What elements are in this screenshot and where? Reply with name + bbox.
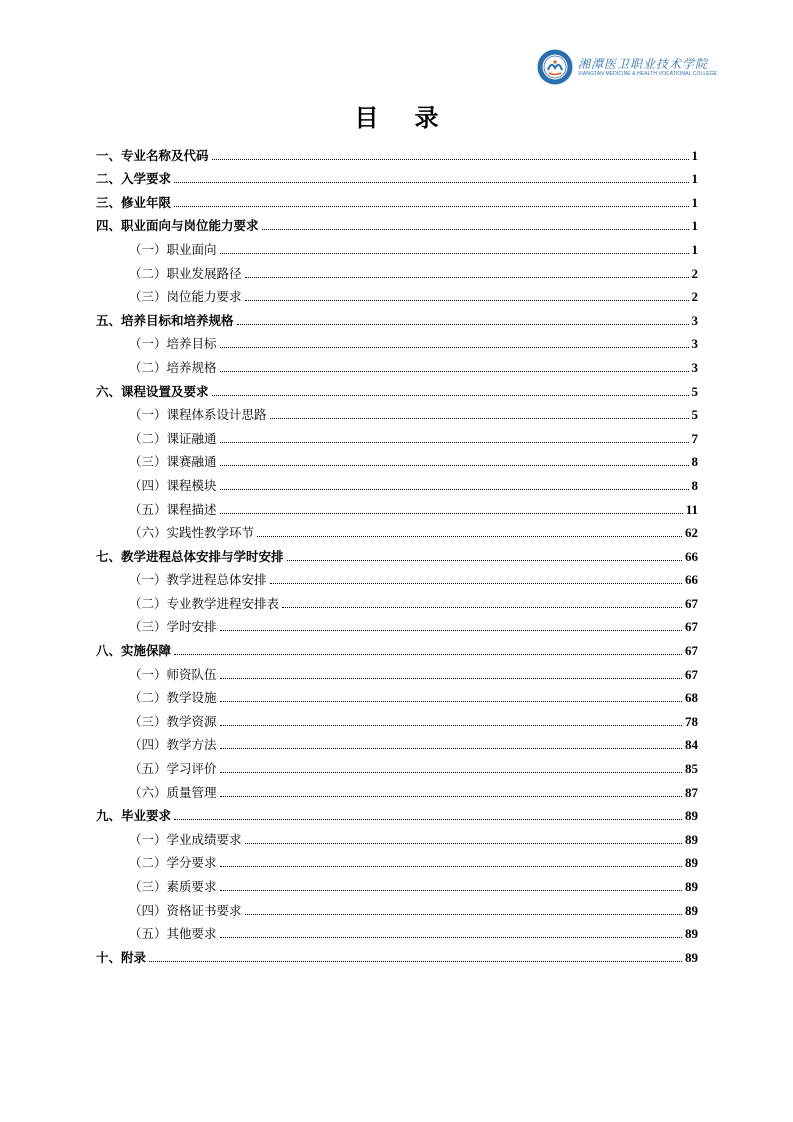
toc-dot-leader (220, 512, 683, 514)
toc-dot-leader (220, 464, 689, 466)
toc-dot-leader (220, 700, 682, 702)
toc-subsection-entry[interactable] (96, 870, 698, 894)
toc-entry-label: （四）课程模块 (129, 477, 217, 493)
toc-page-number: 67 (685, 619, 698, 635)
toc-entry-label: （一）教学进程总体安排 (129, 572, 267, 588)
toc-dot-leader (282, 606, 682, 608)
toc-page-number: 67 (685, 595, 698, 611)
toc-entry-label: （一）课程体系设计思路 (129, 407, 267, 423)
toc-dot-leader (174, 818, 682, 820)
toc-dot-leader (220, 488, 689, 490)
toc-section-entry[interactable] (96, 941, 698, 965)
toc-entry-label: （六）实践性教学环节 (129, 525, 255, 541)
toc-subsection-entry[interactable] (96, 233, 698, 257)
toc-page-number: 89 (685, 879, 698, 894)
toc-dot-leader (257, 535, 682, 537)
toc-entry-label: （三）岗位能力要求 (129, 289, 242, 305)
toc-entry-label: （一）师资队伍 (129, 666, 217, 682)
toc-page-number: 87 (685, 784, 698, 800)
toc-subsection-entry[interactable] (96, 611, 698, 635)
toc-dot-leader (212, 394, 689, 396)
toc-page-number: 1 (691, 194, 698, 210)
toc-dot-leader (245, 913, 682, 915)
toc-dot-leader (220, 346, 689, 348)
toc-page-number: 68 (685, 690, 698, 706)
toc-dot-leader (149, 960, 682, 962)
toc-dot-leader (245, 842, 682, 844)
toc-entry-label: 四、职业面向与岗位能力要求 (96, 218, 259, 234)
toc-entry-label: （一）学业成绩要求 (129, 831, 242, 847)
toc-dot-leader (220, 629, 682, 631)
toc-dot-leader (220, 865, 682, 867)
toc-dot-leader (220, 795, 682, 797)
toc-entry-label: 七、教学进程总体安排与学时安排 (96, 548, 284, 564)
toc-section-entry[interactable] (96, 163, 698, 187)
toc-subsection-entry[interactable] (96, 823, 698, 847)
page-title: 目录 (354, 104, 475, 132)
toc-page-number: 84 (685, 737, 698, 753)
toc-subsection-entry[interactable] (96, 281, 698, 305)
toc-entry-label: （五）学习评价 (129, 761, 217, 777)
toc-section-entry[interactable] (96, 139, 698, 163)
toc-dot-leader (220, 441, 689, 443)
toc-section-entry[interactable] (96, 210, 698, 234)
toc-entry-label: （二）专业教学进程安排表 (129, 595, 280, 611)
toc-entry-label: （三）学时安排 (129, 619, 217, 635)
toc-dot-leader (220, 771, 682, 773)
toc-page-number: 89 (685, 831, 698, 847)
toc-page-number: 8 (691, 454, 698, 470)
toc-subsection-entry[interactable] (96, 847, 698, 871)
toc-page-number: 89 (685, 855, 698, 871)
toc-entry-label: （二）学分要求 (129, 855, 217, 871)
toc-subsection-entry[interactable] (96, 752, 698, 776)
toc-dot-leader (220, 936, 682, 938)
table-of-contents (96, 139, 698, 965)
toc-page-number: 85 (685, 761, 698, 777)
toc-section-entry[interactable] (96, 800, 698, 824)
toc-page-number: 66 (685, 572, 698, 588)
toc-entry-label: （三）教学资源 (129, 713, 217, 729)
toc-dot-leader (270, 582, 682, 584)
toc-page-number: 62 (685, 525, 698, 541)
toc-entry-label: （三）素质要求 (129, 879, 217, 894)
toc-subsection-entry[interactable] (96, 351, 698, 375)
toc-section-entry[interactable] (96, 375, 698, 399)
toc-dot-leader (220, 889, 682, 891)
toc-dot-leader (287, 559, 682, 561)
toc-entry-label: 一、专业名称及代码 (96, 147, 209, 163)
toc-dot-leader (174, 653, 682, 655)
toc-entry-label: （三）课赛融通 (129, 454, 217, 470)
toc-entry-label: （四）教学方法 (129, 737, 217, 753)
toc-subsection-entry[interactable] (96, 776, 698, 800)
toc-entry-label: （二）课证融通 (129, 430, 217, 446)
toc-page-number: 8 (691, 477, 698, 493)
toc-entry-label: 六、课程设置及要求 (96, 383, 209, 399)
toc-subsection-entry[interactable] (96, 328, 698, 352)
toc-entry-label: （一）培养目标 (129, 336, 217, 352)
toc-section-entry[interactable] (96, 540, 698, 564)
toc-entry-label: 二、入学要求 (96, 171, 172, 187)
toc-page-number: 89 (685, 926, 698, 942)
toc-entry-label: （二）职业发展路径 (129, 265, 242, 281)
toc-page-number: 67 (685, 666, 698, 682)
toc-entry-label: 五、培养目标和培养规格 (96, 312, 234, 328)
toc-subsection-entry[interactable] (96, 682, 698, 706)
toc-entry-label: 八、实施保障 (96, 643, 172, 659)
toc-page-number: 3 (691, 336, 698, 352)
toc-section-entry[interactable] (96, 634, 698, 658)
toc-subsection-entry[interactable] (96, 894, 698, 918)
toc-entry-label: （一）职业面向 (129, 241, 217, 257)
toc-dot-leader (220, 747, 682, 749)
toc-page-number: 7 (691, 430, 698, 446)
toc-dot-leader (270, 417, 689, 419)
toc-dot-leader (220, 370, 689, 372)
toc-subsection-entry[interactable] (96, 705, 698, 729)
toc-dot-leader (220, 677, 682, 679)
toc-dot-leader (220, 252, 689, 254)
toc-section-entry[interactable] (96, 186, 698, 210)
toc-page-number: 5 (691, 407, 698, 423)
toc-entry-label: （五）其他要求 (129, 926, 217, 942)
college-logo (536, 46, 718, 88)
toc-page-number: 3 (691, 312, 698, 328)
toc-page-number: 3 (691, 359, 698, 375)
toc-dot-leader (174, 181, 688, 183)
toc-page-number: 78 (685, 713, 698, 729)
toc-section-entry[interactable] (96, 304, 698, 328)
toc-page-number: 89 (685, 949, 698, 965)
toc-page-number: 5 (691, 383, 698, 399)
toc-subsection-entry[interactable] (96, 446, 698, 470)
toc-entry-label: 九、毕业要求 (96, 808, 172, 824)
toc-entry-label: （二）教学设施 (129, 690, 217, 706)
toc-subsection-entry[interactable] (96, 422, 698, 446)
toc-subsection-entry[interactable] (96, 729, 698, 753)
toc-entry-label: （五）课程描述 (129, 501, 217, 517)
toc-subsection-entry[interactable] (96, 658, 698, 682)
toc-page-number: 1 (691, 241, 698, 257)
toc-page-number: 1 (691, 147, 698, 163)
toc-entry-label: 三、修业年限 (96, 194, 172, 210)
toc-subsection-entry[interactable] (96, 469, 698, 493)
toc-page-number: 11 (685, 501, 698, 517)
toc-page-number: 2 (691, 289, 698, 305)
toc-entry-label: （六）质量管理 (129, 784, 217, 800)
toc-page-number: 67 (685, 643, 698, 659)
toc-entry-label: （二）培养规格 (129, 359, 217, 375)
toc-dot-leader (174, 205, 688, 207)
toc-dot-leader (245, 276, 689, 278)
toc-subsection-entry[interactable] (96, 493, 698, 517)
toc-dot-leader (220, 724, 682, 726)
toc-subsection-entry[interactable] (96, 517, 698, 541)
toc-page-number: 66 (685, 548, 698, 564)
toc-page-number: 2 (691, 265, 698, 281)
college-emblem-icon (536, 48, 574, 86)
toc-page-number: 1 (691, 218, 698, 234)
toc-entry-label: 十、附录 (96, 949, 147, 965)
toc-subsection-entry[interactable] (96, 564, 698, 588)
toc-subsection-entry[interactable] (96, 587, 698, 611)
toc-subsection-entry[interactable] (96, 257, 698, 281)
toc-entry-label: （四）资格证书要求 (129, 902, 242, 918)
toc-subsection-entry[interactable] (96, 918, 698, 942)
toc-dot-leader (245, 299, 689, 301)
toc-subsection-entry[interactable] (96, 399, 698, 423)
logo-english-name: XIANGTAN MEDICINE & HEALTH VOCATIONAL COLLEGE (578, 70, 718, 77)
toc-page-number: 89 (685, 808, 698, 824)
toc-dot-leader (237, 323, 689, 325)
logo-chinese-name: 湘潭医卫职业技术学院 (578, 56, 709, 71)
toc-page-number: 89 (685, 902, 698, 918)
toc-dot-leader (212, 158, 689, 160)
toc-page-number: 1 (691, 171, 698, 187)
toc-dot-leader (262, 228, 689, 230)
